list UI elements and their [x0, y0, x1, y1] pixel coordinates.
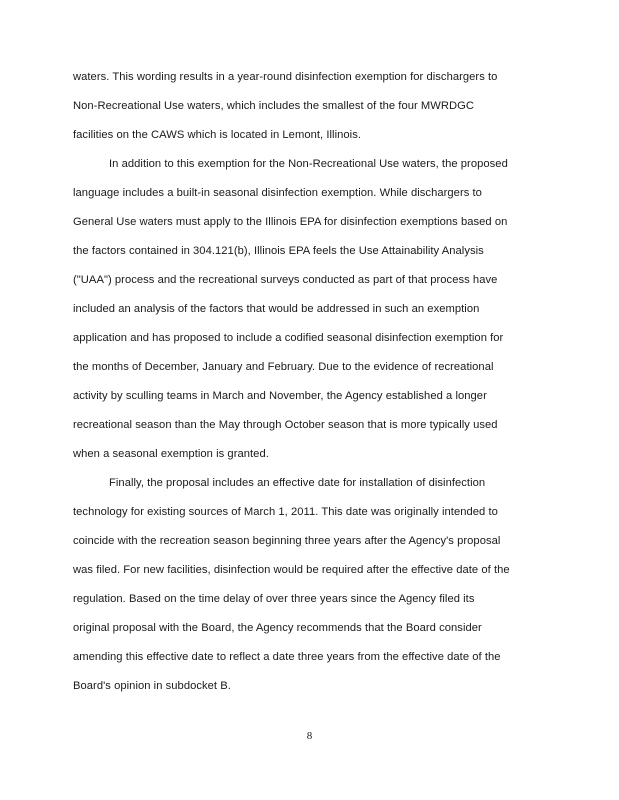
text-line: Board's opinion in subdocket B. — [73, 680, 231, 692]
text-line: included an analysis of the factors that would be addressed in such an exemption — [73, 303, 480, 315]
text-line: technology for existing sources of March 1, 2011. This date was originally intended to — [73, 506, 498, 518]
text-line: waters. This wording results in a year-round disinfection exemption for dischargers to — [73, 71, 498, 83]
paragraph-3 — [73, 469, 553, 701]
text-line: the months of December, January and February. Due to the evidence of recreational — [73, 361, 494, 373]
text-line: In addition to this exemption for the Non-Recreational Use waters, the proposed — [109, 158, 508, 170]
text-line: amending this effective date to reflect a date three years from the effective date of the — [73, 651, 501, 663]
text-line: ("UAA") process and the recreational surveys conducted as part of that process have — [73, 274, 498, 286]
text-line: application and has proposed to include a codified seasonal disinfection exemption for — [73, 332, 504, 344]
text-line: Non-Recreational Use waters, which includes the smallest of the four MWRDGC — [73, 100, 475, 112]
text-line: recreational season than the May through October season that is more typically used — [73, 419, 498, 431]
text-line: was filed. For new facilities, disinfection would be required after the effective date of the — [73, 564, 510, 576]
text-line: regulation. Based on the time delay of over three years since the Agency filed its — [73, 593, 475, 605]
paragraph-1 — [73, 63, 553, 150]
text-line: the factors contained in 304.121(b), Illinois EPA feels the Use Attainability Analysis — [73, 245, 484, 257]
document-body — [73, 63, 553, 701]
text-line: Finally, the proposal includes an effective date for installation of disinfection — [109, 477, 486, 489]
text-line: coincide with the recreation season beginning three years after the Agency's proposal — [73, 535, 501, 547]
text-line: General Use waters must apply to the Illinois EPA for disinfection exemptions based on — [73, 216, 508, 228]
paragraph-2 — [73, 150, 553, 469]
text-line: language includes a built-in seasonal disinfection exemption. While dischargers to — [73, 187, 482, 199]
text-line: activity by sculling teams in March and November, the Agency established a longer — [73, 390, 487, 402]
page-number: 8 — [306, 730, 313, 742]
text-line: when a seasonal exemption is granted. — [73, 448, 269, 460]
text-line: facilities on the CAWS which is located in Lemont, Illinois. — [73, 129, 361, 141]
text-line: original proposal with the Board, the Agency recommends that the Board consider — [73, 622, 482, 634]
